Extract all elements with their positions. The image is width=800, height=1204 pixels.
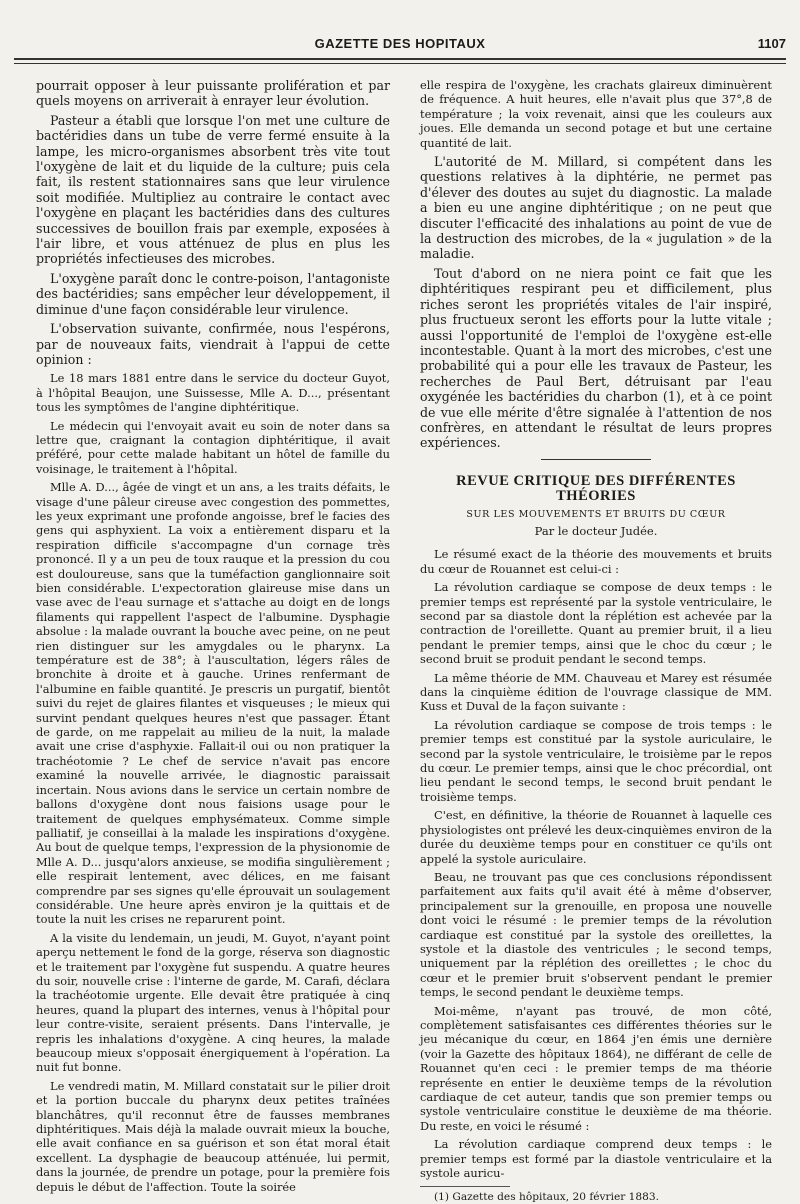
- paragraph: La révolution cardiaque se compose de deux temps : le premier temps est représenté par la systole ventriculaire, le second par sa diastole dont la réplétion est achevée par la contraction de l'oreillette. Quant au premier bruit, il a lieu pendant le premier temps, ainsi que le choc du cœur ; le second bruit se produit pendant le second temps.: [420, 580, 772, 667]
- footnote-rule: [420, 1186, 510, 1187]
- paragraph: L'observation suivante, confirmée, nous l'espérons, par de nouveaux faits, viendrait à l'appui de cette opinion :: [36, 321, 390, 367]
- section-subtitle: SUR LES MOUVEMENTS ET BRUITS DU CŒUR: [466, 508, 726, 520]
- paragraph: Le résumé exact de la théorie des mouvements et bruits du cœur de Rouannet est celui-ci :: [420, 547, 772, 576]
- paragraph: pourrait opposer à leur puissante prolifération et par quels moyens on arriverait à enrayer leur évolution.: [36, 78, 390, 109]
- paragraph: Pasteur a établi que lorsque l'on met une culture de bactéridies dans un tube de verre fermé ensuite à la lampe, les micro-organismes absorbent très vite tout l'oxygène de lait et du liquide de la culture; puis cela fait, ils restent stationnaires sans que leur virulence soit modifiée. Multipliez au contraire le contact avec l'oxygène en plaçant les bactéridies dans des cultures successives de bouillon frais par exemple, exposées à l'air libre, et vous atténuez de plus en plus les propriétés infectieuses des microbes.: [36, 112, 390, 267]
- section-author: Par le docteur Judée.: [534, 523, 658, 538]
- footnote: (1) Gazette des hôpitaux, 20 février 1883.: [434, 1191, 659, 1204]
- header-rule-thin: [14, 63, 786, 64]
- paragraph: La révolution cardiaque se compose de trois temps : le premier temps est constitué par la systole auriculaire, le second par la systole ventriculaire, le troisième par le repos du cœur. Le premier temps, ainsi que le choc précordial, ont lieu pendant le second temps, le second bruit pendant le troisième temps.: [420, 717, 772, 804]
- page-header: [0, 36, 800, 54]
- paragraph: Beau, ne trouvant pas que ces conclusions répondissent parfaitement aux faits qu'il avait été à même d'observer, principalement sur la grenouille, en proposa une nouvelle dont voici le résumé : le premier temps de la révolution cardiaque est constitué par la systole des oreillettes, la systole et la diastole des ventricules ; le second temps, uniquement par la réplétion des oreillettes ; le choc du cœur et le premier bruit s'observent pendant le premier temps, le second pendant le deuxième temps.: [420, 869, 772, 1000]
- section-title: REVUE CRITIQUE DES DIFFÉRENTES THÉORIES: [456, 472, 736, 505]
- paragraph: Moi-même, n'ayant pas trouvé, de mon côté, complètement satisfaisantes ces différentes théories sur le jeu mécanique du cœur, en 1864 j'en émis une dernière (voir la Gazette des hôpitaux 1864), ne différant de celle de Rouannet qu'en ceci : le premier temps de ma théorie représente en entier le deuxième temps de la révolution cardiaque de cet auteur, tandis que son premier temps ou systole ventriculaire constitue le deuxième de ma théorie. Du reste, en voici le résumé :: [420, 1003, 772, 1133]
- paragraph: Mlle A. D..., âgée de vingt et un ans, a les traits défaits, le visage d'une pâleur cireuse avec congestion des pommettes, les yeux exprimant une profonde angoisse, bref le facies des gens qui asphyxient. La voix a entièrement disparu et la respiration difficile s'accompagne d'un cornage très prononcé. Il y a un peu de toux rauque et la pression du cou est douloureuse, sans que la tuméfaction ganglionnaire soit bien considérable. L'expectoration glaireuse mise dans un vase avec de l'eau surnage et s'attache au doigt en de longs filaments qui rappellent l'aspect de l'albumine. Dysphagie absolue : la malade ouvrant la bouche avec peine, on ne peut rien distinguer sur les amygdales ou le pharynx. La température est de 38°; à l'auscultation, légers râles de bronchite à droite et à gauche. Urines renfermant de l'albumine en faible quantité. Je prescris un purgatif, bientôt suivi du rejet de glaires filantes et visqueuses ; le mieux qui survint pendant quelques heures n'est que passager. Étant de garde, on me rappelait au milieu de la nuit, la malade avait une crise d'asphyxie. Fallait-il oui ou non pratiquer la trachéotomie ? Le chef de service n'avait pas encore examiné la nouvelle arrivée, le diagnostic paraissait incertain. Nous avions dans le service un certain nombre de ballons d'oxygène dont nous faisions usage pour le traitement de quelques emphysémateux. Comme simple palliatif, je conseillai à la malade les inspirations d'oxygène. Au bout de quelque temps, l'expression de la physionomie de Mlle A. D... jusqu'alors anxieuse, se modifia singulièrement ; elle respirait lentement, avec délices, en me faisant comprendre par ses signes qu'elle éprouvait un soulagement considérable. Une heure après environ je la quittais et de toute la nuit les crises ne reparurent point.: [36, 480, 390, 927]
- paragraph: La révolution cardiaque comprend deux temps : le premier temps est formé par la diastole ventriculaire et la systole auricu-: [420, 1137, 772, 1181]
- right-column: [420, 78, 772, 1204]
- header-rule-thick: [14, 58, 786, 60]
- running-title: GAZETTE DES HOPITAUX: [314, 36, 486, 51]
- left-column: [36, 78, 390, 1194]
- paragraph: Le médecin qui l'envoyait avait eu soin de noter dans sa lettre que, craignant la contagion diphtéritique, il avait préféré, pour cette malade habitant un hôtel de famille du voisinage, le traitement à l'hôpital.: [36, 418, 390, 476]
- paragraph: C'est, en définitive, la théorie de Rouannet à laquelle ces physiologistes ont prélevé les deux-cinquièmes environ de la durée du deuxième temps pour en constituer ce qu'ils ont appelé la systole auriculaire.: [420, 808, 772, 866]
- paragraph: A la visite du lendemain, un jeudi, M. Guyot, n'ayant point aperçu nettement le fond de la gorge, réserva son diagnostic et le traitement par l'oxygène fut suspendu. A quatre heures du soir, nouvelle crise : l'interne de garde, M. Carafi, déclara la trachéotomie urgente. Elle devait être pratiquée à cinq heures, quand la plupart des internes, venus à l'hôpital pour leur contre-visite, seraient présents. Dans l'intervalle, je repris les inhalations d'oxygène. A cinq heures, la malade beaucoup mieux s'opposait énergiquement à l'opération. La nuit fut bonne.: [36, 930, 390, 1075]
- paragraph: L'oxygène paraît donc le contre-poison, l'antagoniste des bactéridies; sans empêcher leur développement, il diminue d'une façon considérable leur virulence.: [36, 270, 390, 317]
- paragraph: La même théorie de MM. Chauveau et Marey est résumée dans la cinquième édition de l'ouvrage classique de MM. Kuss et Duval de la façon suivante :: [420, 670, 772, 714]
- paragraph: Tout d'abord on ne niera point ce fait que les diphtéritiques respirant peu et difficilement, plus riches seront les propriétés vitales de l'air inspiré, plus fructueux seront les efforts pour la lutte vitale ; aussi l'opportunité de l'emploi de l'oxygène est-elle incontestable. Quant à la mort des microbes, c'est une probabilité qui a pour elle les travaux de Pasteur, les recherches de Paul Bert, détruisant par l'eau oxygénée les bactéridies du charbon (1), et à ce point de vue elle mérite d'être signalée à l'attention de nos confrères, en attendant le résultat de leurs propres expériences.: [420, 265, 772, 451]
- paragraph: Le 18 mars 1881 entre dans le service du docteur Guyot, à l'hôpital Beaujon, une Suissesse, Mlle A. D..., présentant tous les symptômes de l'angine diphtéritique.: [36, 371, 390, 415]
- section-separator: [541, 459, 651, 460]
- paragraph: elle respira de l'oxygène, les crachats glaireux diminuèrent de fréquence. A huit heures, elle n'avait plus que 37°,8 de température ; la voix revenait, ainsi que les couleurs aux joues. Elle demanda un second potage et but une certaine quantité de lait.: [420, 78, 772, 150]
- paragraph: L'autorité de M. Millard, si compétent dans les questions relatives à la diphtérie, ne permet pas d'élever des doutes au sujet du diagnostic. La malade a bien eu une angine diphtéritique ; on ne peut que discuter l'efficacité des inhalations au point de vue de la destruction des microbes, de la « jugulation » de la maladie.: [420, 154, 772, 262]
- paragraph: Le vendredi matin, M. Millard constatait sur le pilier droit et la portion buccale du pharynx deux petites traînées blanchâtres, qu'il reconnut être de fausses membranes diphtéritiques. Mais déjà la malade ouvrait mieux la bouche, elle avait confiance en sa guérison et son état moral était excellent. La dysphagie de beaucoup atténuée, lui permit, dans la journée, de prendre un potage, pour la première fois depuis le début de l'affection. Toute la soirée: [36, 1078, 390, 1194]
- page-number: 1107: [757, 36, 786, 51]
